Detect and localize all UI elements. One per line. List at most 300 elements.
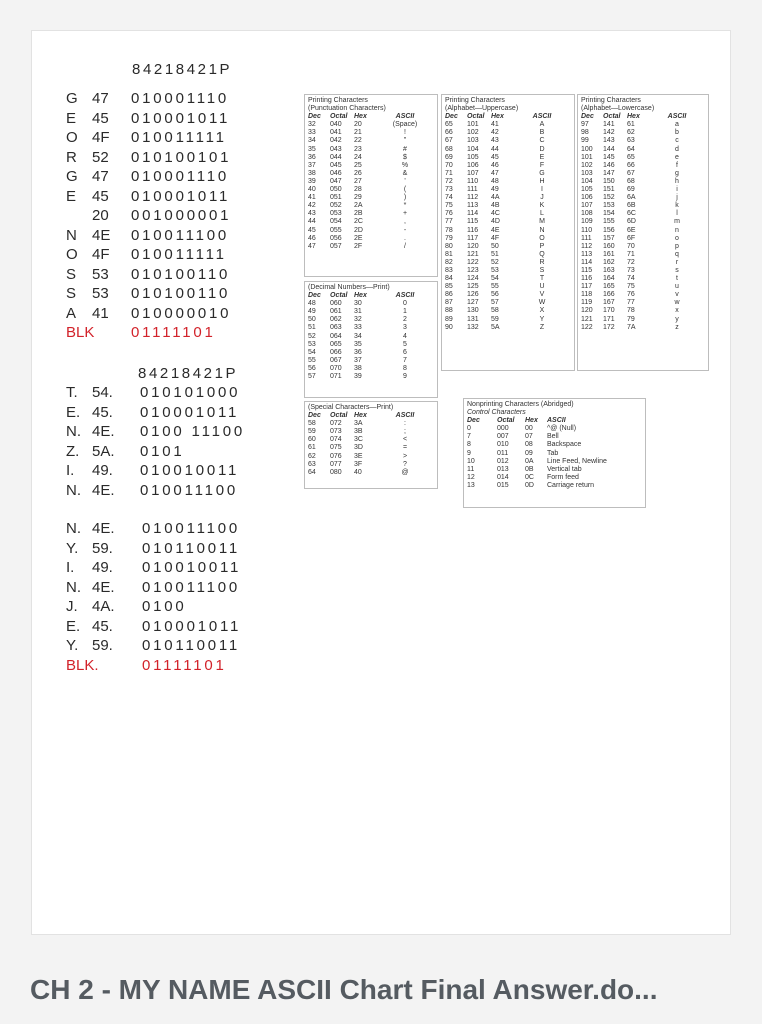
table-row [308,461,434,469]
table-row [308,170,434,178]
table-cell: 83 [445,266,453,274]
char-label: BLK. [66,656,99,674]
table-cell: 151 [603,186,615,194]
binary-bits: 010100101 [131,148,232,166]
table-cell: P [539,242,545,250]
table-cell: 2A [354,202,363,210]
table-cell: 147 [603,169,615,177]
table-cell: 23 [354,145,362,153]
table-row [445,227,571,235]
table-cell: 143 [603,137,615,145]
table-row [467,482,642,490]
table-row [467,466,642,474]
char-label: N. [66,481,81,499]
table-title: Nonprinting Characters (Abridged) [467,401,574,408]
hex-value: 52 [92,148,109,166]
table-cell: 076 [330,452,342,460]
table-cell: 61 [627,121,635,129]
table-title: Printing Characters [581,97,641,104]
table-cell: # [403,145,407,153]
column-header: Dec [308,113,321,121]
table-cell: 040 [330,121,342,129]
table-cell: 114 [467,210,479,218]
table-cell: 2 [403,316,407,324]
table-cell: 62 [308,452,316,460]
table-cell: 142 [603,129,615,137]
table-cell: 51 [308,324,316,332]
table-cell: 131 [467,315,479,323]
table-cell: Backspace [547,441,582,449]
table-cell: 3E [354,452,363,460]
table-cell: 68 [445,145,453,153]
table-cell: 6A [627,194,636,202]
hex-value: 54. [92,384,113,401]
table-cell: 101 [581,153,593,161]
table-cell: 10 [467,457,475,465]
table-cell: 3C [354,436,363,444]
table-cell: u [675,283,679,291]
table-cell: " [403,137,407,145]
table-row [308,373,434,381]
table-row [308,453,434,461]
table-row [308,154,434,162]
table-cell: 38 [308,169,316,177]
table-cell: 07 [525,433,533,441]
column-header: Hex [354,113,367,121]
table-cell: U [539,283,545,291]
binary-bits: 010001011 [131,109,231,127]
hex-value: 45 [92,187,109,205]
table-cell: Y [539,315,545,323]
table-cell: t [676,275,678,283]
table-cell: 38 [354,364,362,372]
table-cell: 124 [467,275,479,283]
table-cell: 82 [445,258,453,266]
table-cell: 39 [354,373,362,381]
table-row [308,202,434,210]
table-cell: O [539,234,545,242]
table-cell: h [675,177,679,185]
table-cell: 20 [354,121,362,129]
table-cell: 58 [308,420,316,428]
column-header: Hex [627,113,640,121]
table-cell: 46 [308,234,316,242]
table-cell: 2E [354,234,363,242]
table-row [581,235,705,243]
table-cell: 107 [581,202,593,210]
binary-bits: 010011100 [142,578,241,596]
table-cell: 165 [603,283,615,291]
table-cell: 86 [445,291,453,299]
table-cell: 014 [497,473,509,481]
table-cell: ( [403,186,407,194]
table-cell: 36 [308,153,316,161]
table-cell: p [675,242,679,250]
table-cell: l [676,210,678,218]
table-cell: 116 [581,275,593,283]
hex-value: 4E. [92,481,115,499]
table-cell: 53 [308,340,316,348]
table-cell: 54 [491,275,499,283]
table-row [445,218,571,226]
binary-bits: 010011100 [142,520,241,537]
hex-value: 45. [92,403,113,421]
table-cell: s [675,266,679,274]
table-cell: 112 [467,194,479,202]
table-cell: D [539,145,545,153]
table-row [308,420,434,428]
table-cell: w [674,299,680,307]
table-cell: 007 [497,433,509,441]
table-cell: = [402,444,408,452]
table-cell: j [676,194,678,202]
table-cell: 81 [445,250,453,258]
table-row [581,267,705,275]
table-cell: 44 [491,145,499,153]
hex-value: 4F [92,129,110,146]
table-cell: * [403,202,407,210]
table-cell: b [675,129,679,137]
table-cell: 102 [467,129,479,137]
table-row [581,202,705,210]
table-cell: Form feed [547,473,579,481]
table-cell: 26 [354,169,362,177]
binary-bits: 010100110 [131,265,231,283]
table-cell: 37 [354,356,362,364]
table-cell: 044 [330,153,342,161]
table-cell: 053 [330,210,342,218]
table-row [445,186,571,194]
table-row [308,436,434,444]
table-cell: ' [404,177,406,185]
table-cell: 77 [445,218,453,226]
table-row [445,283,571,291]
table-cell: 00 [525,425,533,433]
table-cell: 78 [627,307,635,315]
table-cell: 0D [525,481,534,489]
table-cell: 48 [491,177,499,185]
table-cell: 7A [627,323,636,331]
table-subtitle: (Alphabet—Uppercase) [445,105,519,113]
table-cell: 162 [603,258,615,266]
table-cell: 054 [330,218,342,226]
table-cell: 101 [467,121,479,129]
table-cell: 76 [627,291,635,299]
table-cell: 52 [491,258,499,266]
table-row [308,341,434,349]
table-cell: 99 [581,137,589,145]
table-cell: @ [401,468,409,476]
table-cell: 52 [308,332,316,340]
table-cell: 4A [491,194,500,202]
table-cell: m [674,218,680,226]
table-cell: 55 [491,283,499,291]
table-cell: 056 [330,234,342,242]
table-cell: 150 [603,177,615,185]
table-cell: / [404,242,406,250]
table-title: (Decimal Numbers—Print) [308,284,390,291]
table-cell: 171 [603,315,615,323]
table-cell: 064 [330,332,342,340]
table-header-row [308,292,434,300]
table-cell: ^@ (Null) [547,425,577,433]
table-cell: 34 [354,332,362,340]
table-cell: 104 [581,177,593,185]
table-row [445,210,571,218]
column-header: ASCII [667,113,687,121]
table-cell: 54 [308,348,316,356]
binary-bits: 010000010 [131,304,232,322]
table-row [308,121,434,129]
column-header: Dec [581,113,594,121]
binary-bits: 010011100 [131,226,230,244]
table-cell: 117 [581,283,593,291]
table-row [308,333,434,341]
table-cell: 011 [497,449,509,457]
table-cell: 61 [308,444,316,452]
table-cell: R [539,258,545,266]
table-cell: 3B [354,428,363,436]
binary-bits: 0100 11100 [140,423,246,440]
table-cell: 000 [497,425,509,433]
table-cell: 67 [445,137,453,145]
table-cell: 78 [445,226,453,234]
table-cell: 9 [403,373,407,381]
table-cell: 130 [467,307,479,315]
table-cell: 65 [627,153,635,161]
hex-value: 5A. [92,442,115,460]
table-cell: 156 [603,226,615,234]
table-row [308,243,434,251]
table-cell: 043 [330,145,342,153]
table-cell: 0 [403,300,407,308]
table-cell: 106 [467,161,479,169]
table-header-row [445,113,571,121]
table-row [308,210,434,218]
table-cell: 76 [445,210,453,218]
table-cell: 052 [330,202,342,210]
table-cell: 125 [467,283,479,291]
table-cell: 6E [627,226,636,234]
table-cell: 67 [627,169,635,177]
binary-bits: 010110011 [142,539,241,557]
table-cell: + [402,210,408,218]
table-row [581,146,705,154]
binary-bits: 01111101 [131,324,216,341]
table-cell: 65 [445,121,453,129]
table-row [308,469,434,477]
hex-value: 4E [92,226,111,244]
table-cell: 74 [445,194,453,202]
table-title: Printing Characters [445,97,505,104]
column-header: Hex [491,113,504,121]
table-cell: 2B [354,210,363,218]
table-cell: 49 [491,186,499,194]
table-cell: 010 [497,441,509,449]
table-cell: 055 [330,226,342,234]
table-cell: ! [404,129,406,137]
table-cell: 51 [491,250,499,258]
table-cell: 43 [491,137,499,145]
table-cell: i [676,186,678,194]
binary-bits: 010011111 [131,246,227,263]
column-header: ASCII [547,417,566,425]
table-cell: Q [539,250,545,258]
table-header-row [581,113,705,121]
table-row [445,162,571,170]
table-cell: C [539,137,545,145]
table-cell: 90 [445,323,453,331]
table-subtitle: (Alphabet—Lowercase) [581,105,655,113]
table-cell: (Space) [392,121,418,129]
char-label: A [66,304,77,322]
table-cell: 63 [308,460,316,468]
table-cell: 71 [627,250,635,258]
table-cell: ) [403,194,407,202]
table-cell: H [539,177,545,185]
hex-value: 4F [92,246,110,263]
table-row [581,307,705,315]
table-cell: 36 [354,348,362,356]
table-cell: A [539,121,545,129]
table-cell: 39 [308,177,316,185]
table-cell: 88 [445,307,453,315]
table-row [308,308,434,316]
hex-value: 47 [92,168,109,185]
table-cell: I [541,186,543,194]
table-cell: 53 [491,266,499,274]
table-cell: 123 [467,266,479,274]
table-cell: 109 [581,218,593,226]
table-cell: Vertical tab [547,465,582,473]
table-row [308,235,434,243]
table-cell: 103 [581,169,593,177]
table-cell: 115 [467,218,479,226]
table-cell: 050 [330,186,342,194]
table-cell: Tab [547,449,559,457]
table-cell: Bell [547,433,559,441]
table-cell: 061 [330,308,342,316]
table-cell: 72 [445,177,453,185]
table-cell: 118 [581,291,593,299]
table-cell: 110 [581,226,593,234]
table-row [467,450,642,458]
table-cell: k [675,202,679,210]
table-cell: 6B [627,202,636,210]
table-cell: 41 [491,121,499,129]
table-cell: 126 [467,291,479,299]
table-cell: 015 [497,481,509,489]
table-row [445,259,571,267]
table-cell: 122 [581,323,593,331]
char-label: N. [66,423,81,440]
table-cell: G [539,169,545,177]
table-cell: 120 [467,242,479,250]
table-row [467,474,642,482]
ascii-table-decimal [304,281,438,398]
column-header: Hex [354,412,367,420]
hex-value: 49. [92,462,113,479]
table-cell: 121 [467,250,479,258]
table-row [445,129,571,137]
table-row [581,170,705,178]
table-cell: 157 [603,234,615,242]
table-cell: 75 [445,202,453,210]
binary-bits: 010110011 [142,637,241,654]
binary-bits: 010001011 [131,187,231,205]
bit-weight-header: 84218421P [138,365,239,382]
table-cell: F [539,161,545,169]
table-cell: 64 [308,468,316,476]
table-cell: N [539,226,545,234]
table-cell: 3A [354,420,363,428]
table-cell: % [401,161,409,169]
ascii-table-upper [441,94,575,371]
table-cell: c [675,137,679,145]
document-title[interactable]: CH 2 - MY NAME ASCII Chart Final Answer.do... [30,974,658,1005]
table-cell: L [540,210,544,218]
table-cell: 105 [467,153,479,161]
char-label: I. [66,559,75,576]
table-row [445,307,571,315]
table-cell: 127 [467,299,479,307]
table-row [308,162,434,170]
table-subtitle: Control Characters [467,409,526,417]
table-cell: 114 [581,258,593,266]
table-cell: 1 [403,308,407,316]
table-row [308,444,434,452]
table-cell: 31 [354,308,362,316]
char-label: N. [66,578,81,596]
table-cell: 5A [491,323,500,331]
table-cell: - [403,226,407,234]
char-label: N. [66,520,81,537]
table-row [581,162,705,170]
table-cell: 132 [467,323,479,331]
table-cell: 153 [603,202,615,210]
binary-bits: 010010011 [140,462,240,479]
table-cell: 047 [330,177,342,185]
table-cell: 3D [354,444,363,452]
table-cell: 57 [308,373,316,381]
table-row [445,267,571,275]
table-header-row [308,412,434,420]
binary-bits: 0101 [140,442,185,460]
table-cell: & [402,169,408,177]
table-row [308,186,434,194]
table-cell: 120 [581,307,593,315]
char-label: E. [66,403,81,421]
char-label: E [66,109,77,127]
table-cell: 70 [627,242,635,250]
table-cell: 145 [603,153,615,161]
table-cell: 074 [330,436,342,444]
table-cell: 5 [403,340,407,348]
char-label: S [66,265,77,283]
table-cell: 122 [467,258,479,266]
hex-value: 45 [92,109,109,127]
table-cell: 74 [627,275,635,283]
table-cell: e [675,153,679,161]
table-cell: 106 [581,194,593,202]
table-cell: 4F [491,234,500,242]
table-row [445,202,571,210]
char-label: E. [66,617,81,635]
hex-value: 49. [92,559,113,576]
table-row [445,291,571,299]
table-row [308,357,434,365]
table-cell: r [675,258,679,266]
